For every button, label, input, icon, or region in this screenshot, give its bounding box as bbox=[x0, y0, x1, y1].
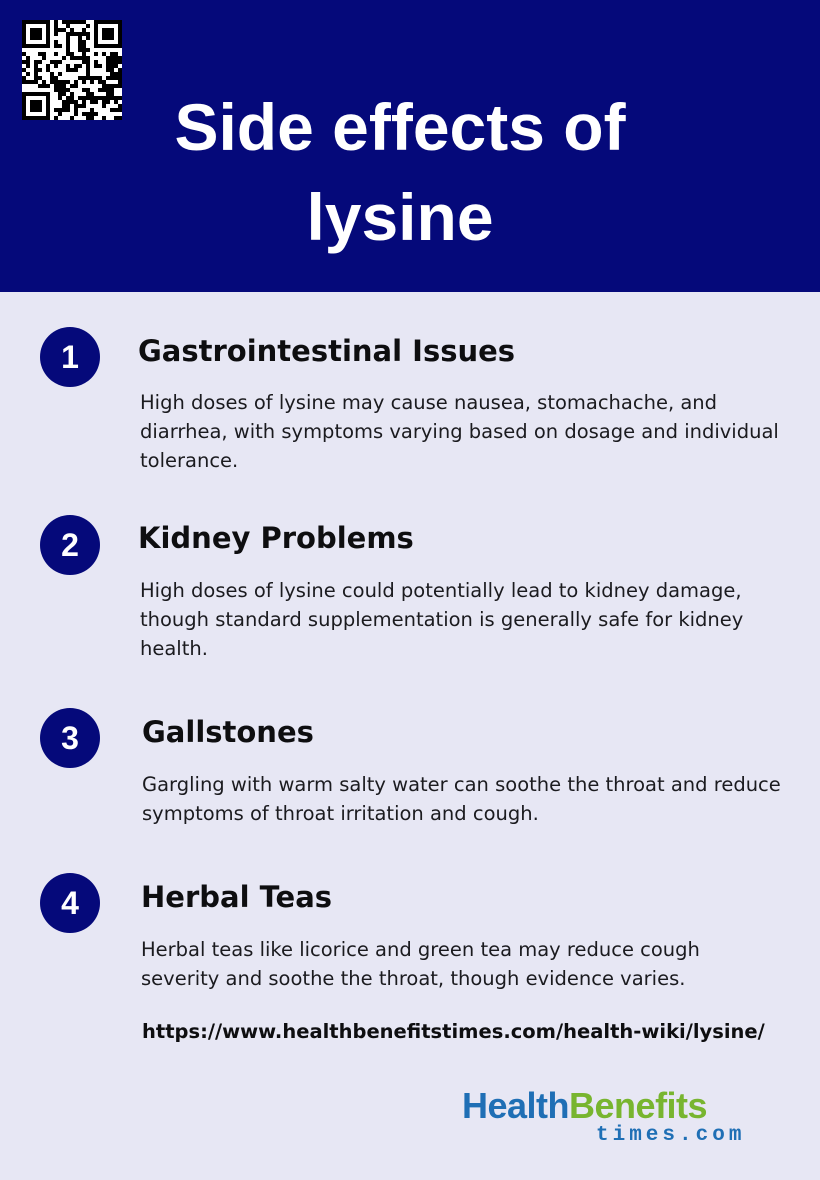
logo-subtext: times.com bbox=[596, 1124, 746, 1147]
side-effect-title: Gastrointestinal Issues bbox=[138, 334, 516, 368]
side-effect-title: Kidney Problems bbox=[138, 521, 414, 555]
page-title-line-1: Side effects of bbox=[174, 90, 626, 164]
logo-word-health: Health bbox=[462, 1085, 570, 1126]
number-badge: 1 bbox=[40, 327, 100, 387]
number-badge: 3 bbox=[40, 708, 100, 768]
side-effect-description: Gargling with warm salty water can soothe the throat and reduce symptoms of throat irritation and cough. bbox=[142, 773, 781, 825]
logo-word-benefits: Benefits bbox=[569, 1085, 708, 1126]
side-effect-description: High doses of lysine could potentially lead to kidney damage, though standard supplementation is generally safe for kidney health. bbox=[140, 579, 744, 660]
page-title-line-2: lysine bbox=[306, 180, 494, 254]
logo-wordmark bbox=[462, 1086, 707, 1126]
side-effect-description: Herbal teas like licorice and green tea may reduce cough severity and soothe the throat, though evidence varies. bbox=[141, 938, 700, 990]
side-effect-description: High doses of lysine may cause nausea, stomachache, and diarrhea, with symptoms varying based on dosage and individual tolerance. bbox=[140, 391, 779, 472]
side-effect-title: Herbal Teas bbox=[141, 880, 333, 914]
header-banner bbox=[0, 0, 820, 292]
side-effect-title: Gallstones bbox=[142, 715, 314, 749]
source-url-link[interactable]: https://www.healthbenefitstimes.com/health-wiki/lysine/ bbox=[142, 1020, 765, 1043]
health-benefits-times-logo[interactable] bbox=[462, 1086, 762, 1148]
number-badge: 4 bbox=[40, 873, 100, 933]
number-badge: 2 bbox=[40, 515, 100, 575]
page-title bbox=[0, 82, 800, 262]
